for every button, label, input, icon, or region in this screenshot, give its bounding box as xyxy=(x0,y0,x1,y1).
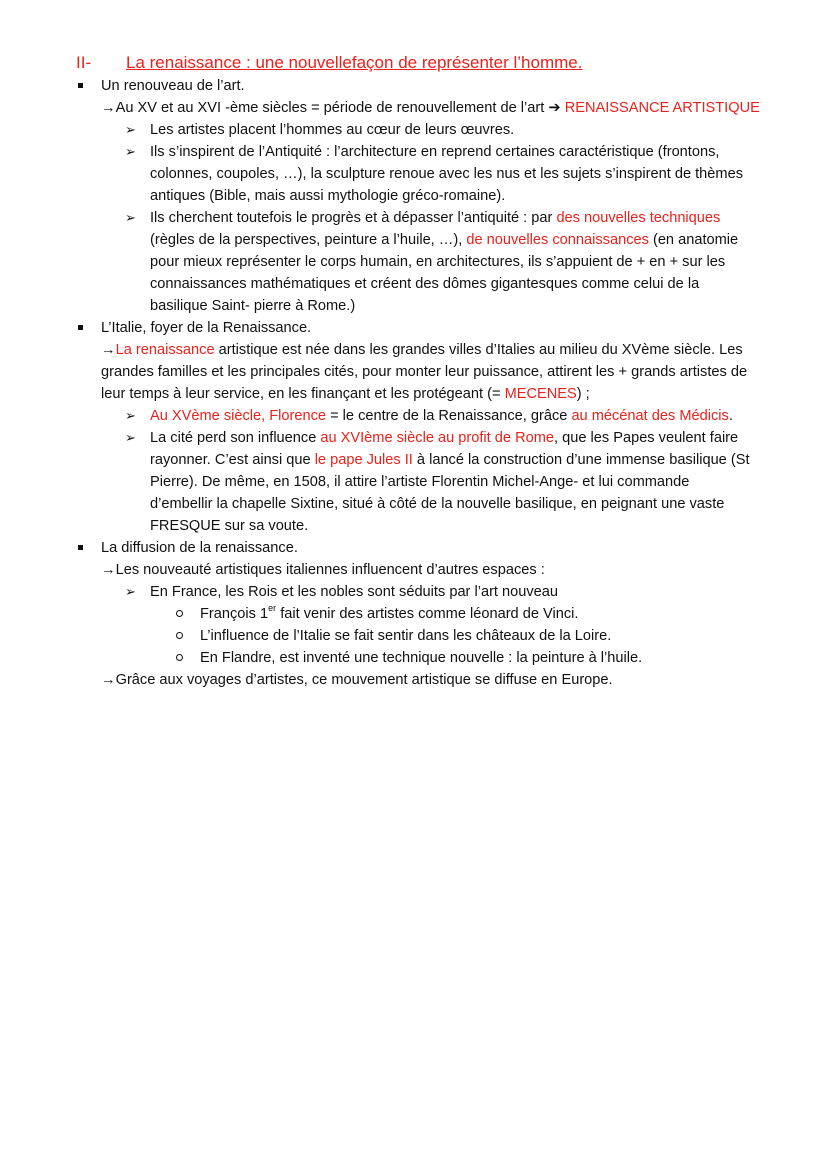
section-title: Un renouveau de l’art. xyxy=(101,78,245,94)
sub-list-item: L’influence de l’Italie se fait sentir dans les châteaux de la Loire. xyxy=(200,628,612,644)
heading-number: II- xyxy=(76,53,92,72)
conclusion: →Grâce aux voyages d’artistes, ce mouvement artistique se diffuse en Europe. xyxy=(101,672,613,688)
list-item-line: rayonner. C’est ainsi que le pape Jules II à lancé la construction d’une immense basilique (St xyxy=(150,452,750,468)
list-item-line: colonnes, coupoles, …), la sculpture renoue avec les nus et les sujets s’inspirent de thèmes xyxy=(150,166,743,182)
circle-bullet-icon xyxy=(176,632,183,639)
circle-bullet-icon xyxy=(176,654,183,661)
paragraph-line: →La renaissance artistique est née dans les grandes villes d’Italies au milieu du XVème siècle. Les xyxy=(101,342,743,358)
section-intro: →Les nouveauté artistiques italiennes influencent d’autres espaces : xyxy=(101,562,545,578)
arrowhead-bullet-icon: ➢ xyxy=(125,144,136,159)
square-bullet-icon xyxy=(78,83,83,88)
sub-list-item: En Flandre, est inventé une technique nouvelle : la peinture à l’huile. xyxy=(200,650,643,666)
list-item-line: FRESQUE sur sa voute. xyxy=(150,518,309,534)
arrowhead-bullet-icon: ➢ xyxy=(125,430,136,445)
list-item-line: Ils s’inspirent de l’Antiquité : l’architecture en reprend certaines caractéristique (frontons, xyxy=(150,144,720,160)
arrowhead-bullet-icon: ➢ xyxy=(125,584,136,599)
list-item-line: (règles de la perspectives, peinture a l’huile, …), de nouvelles connaissances (en anatomie xyxy=(150,232,739,248)
list-item-line: d’embellir la chapelle Sixtine, situé à côté de la nouvelle basilique, en peignant une vaste xyxy=(150,496,725,512)
circle-bullet-icon xyxy=(176,610,183,617)
arrowhead-bullet-icon: ➢ xyxy=(125,210,136,225)
section-title: L’Italie, foyer de la Renaissance. xyxy=(101,320,312,336)
sub-list-item: François 1er fait venir des artistes comme léonard de Vinci. xyxy=(200,603,579,622)
arrowhead-bullet-icon: ➢ xyxy=(125,122,136,137)
list-item: En France, les Rois et les nobles sont séduits par l’art nouveau xyxy=(150,584,559,600)
page-title: La renaissance : une nouvellefaçon de représenter l’homme. xyxy=(126,53,583,72)
section-intro: →Au XV et au XVI -ème siècles = période de renouvellement de l’art ➔ RENAISSANCE ARTISTIQUE xyxy=(101,100,760,116)
list-item-line: La cité perd son influence au XVIème siècle au profit de Rome, que les Papes veulent faire xyxy=(150,430,739,446)
list-item: Les artistes placent l’hommes au cœur de leurs œuvres. xyxy=(150,122,515,138)
list-item-line: pour mieux représenter le corps humain, en architectures, ils s’appuient de + en + sur les xyxy=(150,254,726,270)
list-item-line: antiques (Bible, mais aussi mythologie gréco-romaine). xyxy=(150,188,506,204)
list-item-line: Pierre). De même, en 1508, il attire l’artiste Florentin Michel-Ange- et lui commande xyxy=(150,474,690,490)
square-bullet-icon xyxy=(78,545,83,550)
arrowhead-bullet-icon: ➢ xyxy=(125,408,136,423)
paragraph-line: grandes familles et les principales cités, pour monter leur puissance, attirent les + grands artistes de xyxy=(101,364,748,380)
bold-arrow-icon: ➔ xyxy=(548,100,561,116)
list-item-line: basilique Saint- pierre à Rome.) xyxy=(150,298,356,314)
section-title: La diffusion de la renaissance. xyxy=(101,540,298,556)
list-item: Au XVème siècle, Florence = le centre de la Renaissance, grâce au mécénat des Médicis. xyxy=(150,408,733,424)
list-item-line: Ils cherchent toutefois le progrès et à dépasser l’antiquité : par des nouvelles techniques xyxy=(150,210,721,226)
square-bullet-icon xyxy=(78,325,83,330)
paragraph-line: leur temps à leur service, en les finançant et les protégeant (= MECENES) ; xyxy=(101,386,590,402)
list-item-line: connaissances mathématiques et créent des dômes gigantesques comme celui de la xyxy=(150,276,700,292)
